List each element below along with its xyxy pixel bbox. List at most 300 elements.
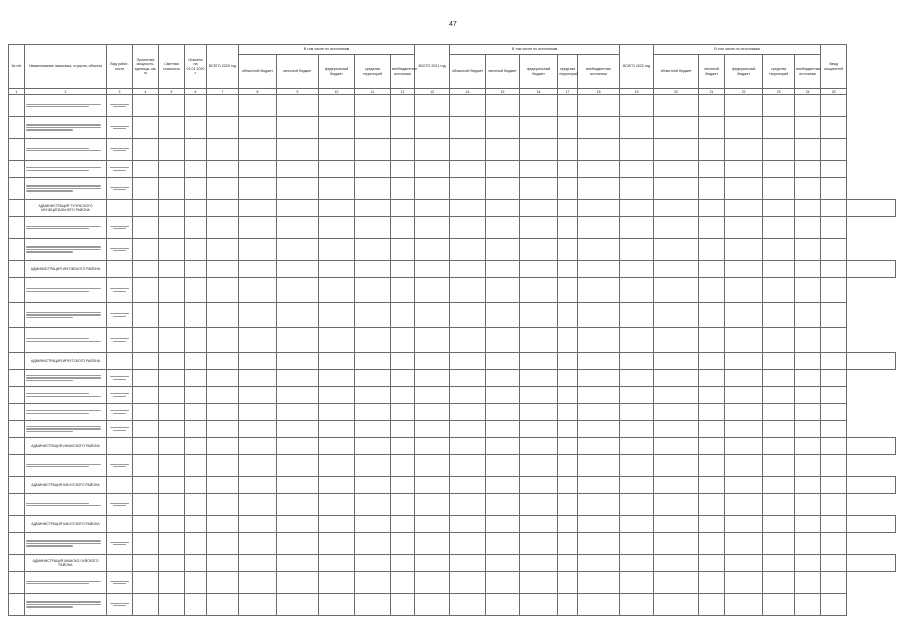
- value-cell: [319, 278, 355, 303]
- table-cell: [795, 438, 821, 455]
- value-cell: [391, 404, 415, 421]
- illegible-text-line: [26, 228, 89, 229]
- value-cell: [699, 303, 725, 328]
- work-type: [107, 139, 133, 161]
- table-cell: [107, 261, 133, 278]
- column-number: 14: [450, 89, 486, 95]
- value-cell: [185, 303, 207, 328]
- value-cell: [558, 200, 578, 217]
- illegible-text-line: [110, 288, 128, 289]
- value-cell: [450, 387, 486, 404]
- value-cell: [486, 594, 520, 616]
- table-row: [9, 161, 896, 178]
- value-cell: [620, 572, 654, 594]
- value-cell: [391, 594, 415, 616]
- value-cell: [391, 533, 415, 555]
- illegible-text-line: [26, 249, 101, 250]
- value-cell: [450, 303, 486, 328]
- value-cell: [207, 421, 239, 438]
- column-number: 21: [699, 89, 725, 95]
- column-number: 6: [185, 89, 207, 95]
- value-cell: [450, 421, 486, 438]
- column-number: 19: [620, 89, 654, 95]
- value-cell: [319, 161, 355, 178]
- work-type: [107, 303, 133, 328]
- illegible-text-line: [113, 505, 127, 506]
- illegible-text-line: [113, 189, 127, 190]
- value-cell: [486, 421, 520, 438]
- value-cell: [620, 139, 654, 161]
- illegible-text-line: [26, 581, 101, 582]
- value-cell: [654, 572, 699, 594]
- object-name: [25, 161, 107, 178]
- value-cell: [520, 139, 558, 161]
- value-cell: [415, 421, 450, 438]
- value-cell: [239, 117, 277, 139]
- table-cell: [159, 477, 185, 494]
- illegible-text-line: [113, 396, 127, 397]
- value-cell: [319, 117, 355, 139]
- value-cell: [277, 261, 319, 278]
- value-cell: [763, 494, 795, 516]
- illegible-text-line: [110, 248, 128, 249]
- illegible-text-line: [26, 545, 73, 546]
- value-cell: [763, 370, 795, 387]
- value-cell: [795, 161, 821, 178]
- value-cell: [450, 438, 486, 455]
- object-name: [25, 178, 107, 200]
- value-cell: [486, 516, 520, 533]
- work-type: [107, 217, 133, 239]
- illegible-text-line: [26, 338, 89, 339]
- value-cell: [763, 387, 795, 404]
- value-cell: [355, 278, 391, 303]
- value-cell: [450, 572, 486, 594]
- value-cell: [159, 161, 185, 178]
- illegible-text-line: [26, 190, 73, 191]
- column-number: 20: [654, 89, 699, 95]
- illegible-text-line: [113, 583, 127, 584]
- value-cell: [450, 516, 486, 533]
- value-cell: [415, 455, 450, 477]
- value-cell: [450, 139, 486, 161]
- illegible-text-line: [113, 170, 127, 171]
- value-cell: [654, 421, 699, 438]
- group-title: АДМИНИСТРАЦИЯ ИЖАНСКОГО РАЙОНА: [25, 438, 107, 455]
- illegible-text-line: [110, 148, 128, 149]
- value-cell: [185, 161, 207, 178]
- value-cell: [725, 117, 763, 139]
- value-cell: [520, 200, 558, 217]
- value-cell: [699, 438, 725, 455]
- value-cell: [654, 328, 699, 353]
- table-row: [9, 178, 896, 200]
- value-cell: [239, 387, 277, 404]
- value-cell: [391, 494, 415, 516]
- illegible-text-line: [110, 393, 128, 394]
- value-cell: [391, 217, 415, 239]
- table-cell: [159, 261, 185, 278]
- table-cell: [578, 477, 620, 494]
- row-number: [9, 303, 25, 328]
- value-cell: [699, 200, 725, 217]
- illegible-text-line: [113, 150, 127, 151]
- table-cell: [847, 200, 896, 217]
- row-number: [9, 370, 25, 387]
- value-cell: [319, 455, 355, 477]
- value-cell: [133, 533, 159, 555]
- table-cell: [159, 516, 185, 533]
- header-extra-2022: внебюджетные источники: [795, 55, 821, 89]
- value-cell: [654, 178, 699, 200]
- table-cell: [207, 353, 239, 370]
- value-cell: [620, 404, 654, 421]
- value-cell: [795, 387, 821, 404]
- value-cell: [620, 494, 654, 516]
- value-cell: [319, 353, 355, 370]
- object-name: [25, 594, 107, 616]
- illegible-text-line: [113, 291, 127, 292]
- value-cell: [207, 95, 239, 117]
- value-cell: [133, 278, 159, 303]
- value-cell: [486, 494, 520, 516]
- value-cell: [558, 261, 578, 278]
- value-cell: [450, 261, 486, 278]
- value-cell: [520, 494, 558, 516]
- value-cell: [355, 261, 391, 278]
- value-cell: [558, 533, 578, 555]
- column-number: 5: [159, 89, 185, 95]
- value-cell: [239, 217, 277, 239]
- value-cell: [239, 404, 277, 421]
- value-cell: [159, 178, 185, 200]
- value-cell: [277, 200, 319, 217]
- group-title: АДМИНИСТРАЦИЯ КАЧУГСКОГО РАЙОНА: [25, 516, 107, 533]
- value-cell: [355, 477, 391, 494]
- illegible-text-line: [26, 604, 101, 605]
- value-cell: [239, 438, 277, 455]
- value-cell: [450, 200, 486, 217]
- value-cell: [185, 533, 207, 555]
- illegible-text-line: [110, 427, 128, 428]
- value-cell: [185, 370, 207, 387]
- value-cell: [207, 370, 239, 387]
- value-cell: [319, 370, 355, 387]
- value-cell: [207, 594, 239, 616]
- work-type: [107, 95, 133, 117]
- value-cell: [355, 387, 391, 404]
- header-federal-2020: федеральный бюджет: [319, 55, 355, 89]
- value-cell: [391, 303, 415, 328]
- value-cell: [239, 572, 277, 594]
- value-cell: [133, 404, 159, 421]
- value-cell: [725, 533, 763, 555]
- illegible-text-line: [26, 540, 101, 541]
- value-cell: [486, 178, 520, 200]
- illegible-text-line: [26, 148, 89, 149]
- table-header: [9, 45, 896, 89]
- group-row: [9, 516, 896, 533]
- value-cell: [725, 516, 763, 533]
- illegible-text-line: [113, 544, 127, 545]
- value-cell: [355, 178, 391, 200]
- work-type: [107, 455, 133, 477]
- group-title: АДМИНИСТРАЦИЯ МАМСКО-ЧУЙСКОГО РАЙОНА: [25, 555, 107, 572]
- column-number: 17: [558, 89, 578, 95]
- work-type: [107, 594, 133, 616]
- value-cell: [159, 533, 185, 555]
- illegible-text-line: [26, 251, 73, 252]
- value-cell: [133, 421, 159, 438]
- value-cell: [277, 421, 319, 438]
- table-row: [9, 370, 896, 387]
- value-cell: [415, 494, 450, 516]
- table-cell: [821, 261, 847, 278]
- table-cell: [620, 438, 654, 455]
- value-cell: [620, 278, 654, 303]
- value-cell: [207, 117, 239, 139]
- value-cell: [133, 387, 159, 404]
- value-cell: [133, 455, 159, 477]
- value-cell: [578, 178, 620, 200]
- value-cell: [620, 117, 654, 139]
- value-cell: [795, 455, 821, 477]
- value-cell: [415, 533, 450, 555]
- value-cell: [185, 178, 207, 200]
- value-cell: [355, 555, 391, 572]
- value-cell: [185, 494, 207, 516]
- value-cell: [159, 95, 185, 117]
- value-cell: [699, 139, 725, 161]
- value-cell: [185, 572, 207, 594]
- table-cell: [578, 438, 620, 455]
- value-cell: [391, 455, 415, 477]
- value-cell: [355, 594, 391, 616]
- value-cell: [133, 370, 159, 387]
- value-cell: [821, 533, 847, 555]
- illegible-text-line: [110, 503, 128, 504]
- value-cell: [725, 200, 763, 217]
- illegible-text-line: [26, 377, 101, 378]
- value-cell: [207, 161, 239, 178]
- value-cell: [239, 200, 277, 217]
- value-cell: [185, 217, 207, 239]
- value-cell: [355, 139, 391, 161]
- value-cell: [725, 572, 763, 594]
- value-cell: [319, 95, 355, 117]
- value-cell: [133, 217, 159, 239]
- table-row: [9, 278, 896, 303]
- value-cell: [520, 572, 558, 594]
- value-cell: [725, 555, 763, 572]
- illegible-text-line: [26, 291, 89, 292]
- value-cell: [319, 477, 355, 494]
- value-cell: [578, 161, 620, 178]
- object-name: [25, 328, 107, 353]
- value-cell: [319, 404, 355, 421]
- value-cell: [133, 161, 159, 178]
- value-cell: [319, 572, 355, 594]
- value-cell: [207, 178, 239, 200]
- value-cell: [185, 117, 207, 139]
- table-cell: [415, 516, 450, 533]
- value-cell: [277, 387, 319, 404]
- illegible-text-line: [110, 464, 128, 465]
- value-cell: [207, 387, 239, 404]
- value-cell: [355, 494, 391, 516]
- value-cell: [725, 404, 763, 421]
- illegible-text-line: [113, 341, 127, 342]
- table-row: [9, 594, 896, 616]
- table-cell: [847, 477, 896, 494]
- value-cell: [277, 278, 319, 303]
- value-cell: [558, 494, 578, 516]
- value-cell: [620, 239, 654, 261]
- value-cell: [159, 594, 185, 616]
- value-cell: [207, 278, 239, 303]
- value-cell: [578, 594, 620, 616]
- illegible-text-line: [26, 341, 101, 342]
- header-estimate-cost: Сметная стоимость: [159, 45, 185, 89]
- value-cell: [486, 370, 520, 387]
- header-extra-2020: внебюджетные источники: [391, 55, 415, 89]
- value-cell: [520, 261, 558, 278]
- value-cell: [520, 594, 558, 616]
- work-type: [107, 494, 133, 516]
- value-cell: [578, 494, 620, 516]
- value-cell: [578, 421, 620, 438]
- header-regional-2021: областной бюджет: [450, 55, 486, 89]
- value-cell: [355, 161, 391, 178]
- value-cell: [520, 178, 558, 200]
- value-cell: [725, 217, 763, 239]
- value-cell: [558, 161, 578, 178]
- value-cell: [558, 217, 578, 239]
- table-body: [9, 89, 896, 616]
- table-cell: [107, 200, 133, 217]
- value-cell: [654, 516, 699, 533]
- value-cell: [795, 117, 821, 139]
- value-cell: [355, 239, 391, 261]
- value-cell: [450, 95, 486, 117]
- table-row: [9, 139, 896, 161]
- header-local-2021: местный бюджет: [486, 55, 520, 89]
- value-cell: [578, 239, 620, 261]
- value-cell: [319, 555, 355, 572]
- value-cell: [699, 387, 725, 404]
- value-cell: [207, 328, 239, 353]
- header-sources-2021: В том числе по источникам: [450, 45, 620, 55]
- illegible-text-line: [26, 185, 101, 186]
- value-cell: [239, 239, 277, 261]
- table-cell: [415, 353, 450, 370]
- object-name: [25, 494, 107, 516]
- value-cell: [578, 303, 620, 328]
- value-cell: [699, 594, 725, 616]
- value-cell: [763, 95, 795, 117]
- value-cell: [207, 494, 239, 516]
- table-cell: [847, 438, 896, 455]
- table-cell: [9, 353, 25, 370]
- work-type: [107, 387, 133, 404]
- value-cell: [620, 421, 654, 438]
- header-territory-2021: средства территорий: [558, 55, 578, 89]
- value-cell: [763, 477, 795, 494]
- value-cell: [486, 387, 520, 404]
- value-cell: [725, 278, 763, 303]
- value-cell: [277, 494, 319, 516]
- row-number: [9, 455, 25, 477]
- column-number: 2: [25, 89, 107, 95]
- value-cell: [699, 533, 725, 555]
- illegible-text-line: [26, 428, 101, 429]
- table-cell: [133, 353, 159, 370]
- table-cell: [795, 353, 821, 370]
- table-cell: [415, 555, 450, 572]
- illegible-text-line: [26, 505, 101, 506]
- table-cell: [207, 477, 239, 494]
- table-cell: [107, 516, 133, 533]
- value-cell: [355, 95, 391, 117]
- value-cell: [795, 572, 821, 594]
- table-cell: [133, 261, 159, 278]
- value-cell: [654, 477, 699, 494]
- value-cell: [415, 387, 450, 404]
- value-cell: [450, 594, 486, 616]
- value-cell: [450, 239, 486, 261]
- value-cell: [486, 455, 520, 477]
- value-cell: [185, 328, 207, 353]
- value-cell: [520, 161, 558, 178]
- table-cell: [620, 353, 654, 370]
- table-cell: [821, 438, 847, 455]
- group-title: АДМИНИСТРАЦИЯ ТУЛУНСКОГО МУНИЦИПАЛЬНОГО РАЙОНА: [25, 200, 107, 217]
- value-cell: [277, 516, 319, 533]
- object-name: [25, 455, 107, 477]
- value-cell: [558, 421, 578, 438]
- column-number: 22: [725, 89, 763, 95]
- value-cell: [239, 516, 277, 533]
- value-cell: [699, 572, 725, 594]
- table-cell: [133, 516, 159, 533]
- header-name: Наименование заказчика, отрасли, объекта: [25, 45, 107, 89]
- illegible-text-line: [26, 410, 101, 411]
- work-type: [107, 239, 133, 261]
- value-cell: [558, 387, 578, 404]
- work-type: [107, 117, 133, 139]
- value-cell: [763, 421, 795, 438]
- group-row: [9, 555, 896, 572]
- value-cell: [725, 261, 763, 278]
- value-cell: [391, 370, 415, 387]
- table-cell: [185, 353, 207, 370]
- value-cell: [239, 353, 277, 370]
- value-cell: [391, 95, 415, 117]
- value-cell: [239, 95, 277, 117]
- header-mastered: Освоено на 01.01.2020 г.: [185, 45, 207, 89]
- value-cell: [725, 438, 763, 455]
- illegible-text-line: [26, 124, 101, 125]
- value-cell: [578, 117, 620, 139]
- value-cell: [159, 139, 185, 161]
- value-cell: [450, 178, 486, 200]
- illegible-text-line: [110, 603, 128, 604]
- work-type: [107, 178, 133, 200]
- value-cell: [725, 139, 763, 161]
- value-cell: [277, 161, 319, 178]
- value-cell: [355, 572, 391, 594]
- value-cell: [133, 178, 159, 200]
